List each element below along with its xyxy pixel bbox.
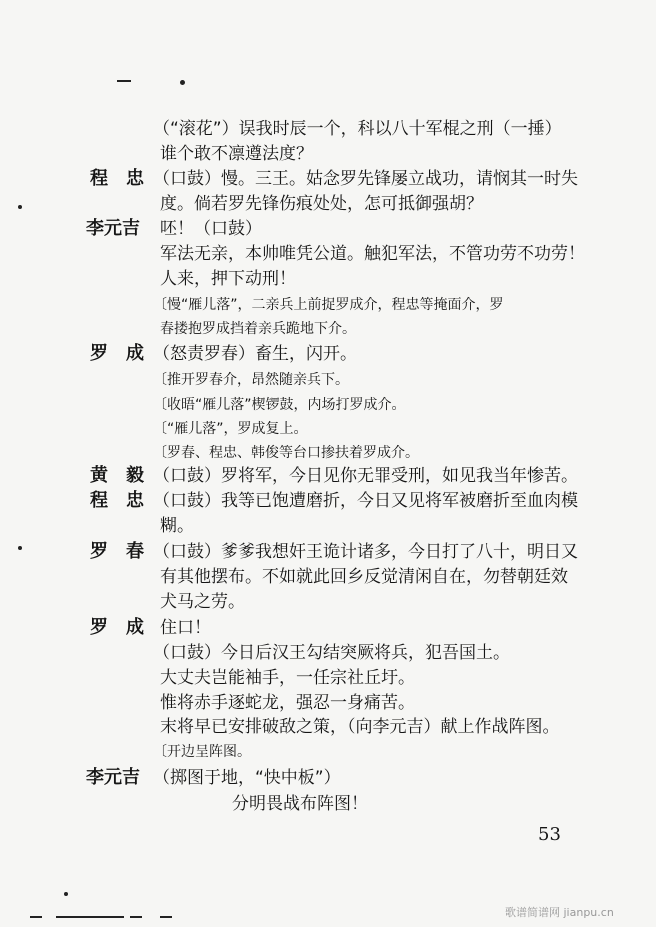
stage-direction: 春搂抱罗成挡着亲兵跪地下介。 [160, 321, 356, 337]
scan-dot [180, 80, 185, 85]
script-line: 度。倘若罗先锋伤痕处处，怎可抵御强胡？ [160, 194, 483, 214]
scan-mark [117, 80, 131, 82]
script-line: 大丈夫岂能袖手，一任宗社丘圩。 [160, 668, 415, 688]
script-line: 分明畏战布阵图！ [232, 794, 368, 814]
speaker-name: 罗 春 [90, 541, 144, 562]
speaker-name: 黄 毅 [90, 465, 144, 486]
script-line: 末将早已安排破敌之策，（向李元吉）献上作战阵图。 [160, 717, 560, 737]
watermark: 歌谱简谱网 jianpu.cn [505, 906, 614, 919]
script-line: （口鼓）慢。三王。姑念罗先锋屡立战功，请悯其一时失 [153, 169, 578, 189]
speaker-name: 李元吉 [86, 767, 140, 788]
scan-mark [160, 916, 172, 918]
script-line: （“滚花”）误我时辰一个，科以八十军棍之刑（一捶） [153, 119, 562, 139]
page-number: 53 [538, 824, 561, 845]
speaker-name: 罗 成 [90, 617, 144, 638]
scan-mark [30, 916, 42, 918]
scan-dot [18, 546, 22, 550]
speaker-name: 程 忠 [90, 490, 144, 511]
stage-direction: 〔开边呈阵图。 [153, 744, 251, 760]
script-line: 糊。 [160, 516, 194, 536]
stage-direction: 〔“雁儿落”，罗成复上。 [153, 421, 308, 437]
speaker-name: 程 忠 [90, 168, 144, 189]
stage-direction: 〔收晤“雁儿落”楔锣鼓，内场打罗成介。 [153, 397, 406, 413]
script-line: （口鼓）爹爹我想奸王诡计诸多，今日打了八十，明日又 [153, 542, 578, 562]
scan-mark [130, 916, 142, 918]
script-line: 住口！ [160, 618, 211, 638]
script-line: （怒责罗春）畜生，闪开。 [153, 344, 357, 364]
script-line: （口鼓）我等已饱遭磨折，今日又见将军被磨折至血肉模 [153, 491, 578, 511]
script-line: 人来，押下动刑！ [160, 269, 296, 289]
stage-direction: 〔罗春、程忠、韩俊等台口掺扶着罗成介。 [153, 445, 419, 461]
script-line: 惟将赤手逐蛇龙，强忍一身痛苦。 [160, 693, 415, 713]
script-line: （口鼓）今日后汉王勾结突厥将兵，犯吾国土。 [153, 643, 510, 663]
script-line: 有其他摆布。不如就此回乡反觉清闲自在，勿替朝廷效 [160, 567, 568, 587]
script-line: （掷图于地，“快中板”） [153, 768, 341, 788]
scan-dot [64, 892, 68, 896]
scan-dot [18, 205, 22, 209]
stage-direction: 〔慢“雁儿落”，二亲兵上前捉罗成介，程忠等掩面介，罗 [153, 297, 504, 313]
script-line: 谁个敢不凛遵法度？ [160, 144, 313, 164]
script-line: 军法无亲，本帅唯凭公道。触犯军法，不管功劳不功劳！ [160, 244, 585, 264]
speaker-name: 罗 成 [90, 343, 144, 364]
script-line: （口鼓）罗将军，今日见你无罪受刑，如见我当年惨苦。 [153, 466, 578, 486]
speaker-name: 李元吉 [86, 218, 140, 239]
scan-mark [56, 916, 124, 918]
script-line: 犬马之劳。 [160, 592, 245, 612]
script-line: 呸！（口鼓） [160, 219, 262, 239]
stage-direction: 〔推开罗春介，昂然随亲兵下。 [153, 372, 349, 388]
